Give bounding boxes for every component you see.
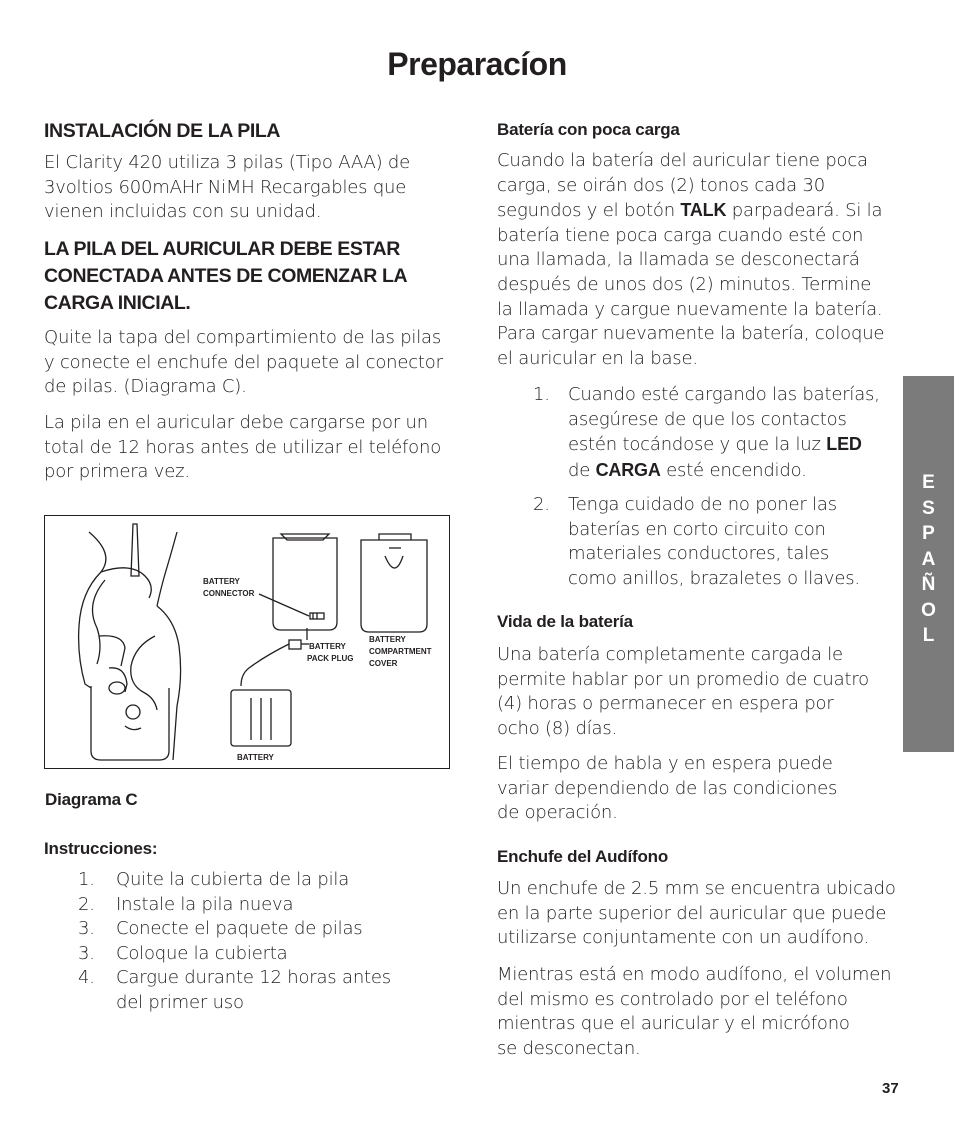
side-tab-letter: L bbox=[922, 625, 935, 646]
list-item bbox=[78, 868, 448, 893]
text-line: del mismo es controlado por el teléfono bbox=[497, 988, 848, 1010]
text-line: baterías en corto circuito con bbox=[568, 518, 826, 540]
carga-label: CARGA bbox=[595, 459, 661, 480]
charging-tip-2 bbox=[533, 493, 903, 591]
diagram-c-illustration bbox=[44, 515, 450, 769]
text-line: después de unos dos (2) minutos. Termine bbox=[497, 273, 872, 295]
text-span: de bbox=[568, 459, 596, 481]
text-line: permite hablar por un promedio de cuatro bbox=[497, 668, 869, 690]
text-line bbox=[568, 458, 903, 484]
list-item bbox=[78, 966, 448, 1015]
heading-line: CARGA INICIAL. bbox=[44, 292, 191, 314]
heading-instructions: Instrucciones: bbox=[44, 839, 158, 858]
text-line: de pilas. (Diagrama C). bbox=[44, 376, 247, 398]
text-span: esté encendido. bbox=[660, 459, 807, 481]
label-compartment-cover-2: COMPARTMENT bbox=[369, 647, 432, 656]
text-line: variar dependiendo de las condiciones bbox=[497, 777, 838, 799]
text-line: batería tiene poca carga cuando esté con bbox=[497, 224, 864, 246]
text-line bbox=[497, 198, 907, 224]
text-line: en la parte superior del auricular que puede bbox=[497, 902, 887, 924]
text-line: ocho (8) días. bbox=[497, 717, 618, 739]
compartment-cover-shape bbox=[361, 540, 427, 632]
phone-rear-panel bbox=[273, 538, 337, 630]
list-item bbox=[78, 893, 448, 918]
talk-button-label: TALK bbox=[680, 200, 727, 221]
text-line: El Clarity 420 utiliza 3 pilas (Tipo AAA) de bbox=[44, 152, 411, 173]
side-tab-letter: Ñ bbox=[921, 574, 936, 595]
list-text: del primer uso bbox=[116, 991, 244, 1013]
list-item bbox=[78, 942, 448, 967]
text-span: parpadeará. Si la bbox=[726, 200, 883, 222]
list-number: 3. bbox=[78, 918, 95, 940]
text-line: y conecte el enchufe del paquete al conector bbox=[44, 351, 443, 373]
text-line: el auricular en la base. bbox=[497, 347, 698, 369]
text-line: una llamada, la llamada se desconectará bbox=[497, 249, 860, 271]
side-tab-letter: P bbox=[922, 523, 935, 544]
label-battery: BATTERY bbox=[237, 753, 274, 762]
paragraph-charge-time bbox=[44, 411, 441, 485]
text-span: estén tocándose y que la luz bbox=[568, 434, 827, 456]
heading-low-battery: Batería con poca carga bbox=[497, 120, 680, 139]
paragraph-low-battery bbox=[497, 149, 907, 371]
page-title: Preparacíon bbox=[387, 46, 567, 82]
heading-battery-life: Vida de la batería bbox=[497, 612, 633, 631]
list-text: Cargue durante 12 horas antes bbox=[116, 967, 391, 989]
text-line: materiales conductores, tales bbox=[568, 543, 830, 565]
paragraph-battery-spec bbox=[44, 151, 410, 225]
list-text: Coloque la cubierta bbox=[116, 942, 288, 964]
text-line: Cuando esté cargando las baterías, bbox=[568, 384, 880, 405]
text-line: Cuando la batería del auricular tiene poca bbox=[497, 150, 868, 171]
list-text: Quite la cubierta de la pila bbox=[116, 869, 350, 890]
paragraph-hearing-mode bbox=[497, 963, 907, 1061]
list-item bbox=[78, 917, 448, 942]
side-tab-letters bbox=[903, 470, 954, 649]
text-line: mientras que el auricular y el micrófono bbox=[497, 1013, 850, 1035]
text-span: segundos y el botón bbox=[497, 200, 681, 222]
text-line: El tiempo de habla y en espera puede bbox=[497, 753, 833, 774]
text-line: por primera vez. bbox=[44, 461, 190, 483]
diagram-caption: Diagrama C bbox=[45, 790, 138, 809]
label-battery-pack-plug-1: BATTERY bbox=[309, 642, 346, 651]
text-line: Quite la tapa del compartimiento de las pilas bbox=[44, 327, 442, 348]
page-number: 37 bbox=[882, 1080, 899, 1097]
text-line: Un enchufe de 2.5 mm se encuentra ubicado bbox=[497, 878, 896, 899]
text-line: vienen incluidas con su unidad. bbox=[44, 201, 322, 223]
label-compartment-cover-3: COVER bbox=[369, 659, 398, 668]
text-line: Tenga cuidado de no poner las bbox=[568, 494, 837, 515]
list-text: Instale la pila nueva bbox=[116, 893, 294, 915]
text-line: (4) horas o permanecer en espera por bbox=[497, 693, 834, 715]
heading-hearing-aid-jack: Enchufe del Audífono bbox=[497, 847, 669, 866]
text-line: Una batería completamente cargada le bbox=[497, 644, 843, 665]
text-line: de operación. bbox=[497, 802, 618, 824]
side-tab-letter: E bbox=[922, 472, 935, 493]
text-line: se desconectan. bbox=[497, 1037, 641, 1059]
list-number: 3. bbox=[78, 942, 95, 964]
label-battery-pack-plug-2: PACK PLUG bbox=[307, 654, 354, 663]
list-number: 1. bbox=[533, 384, 550, 405]
text-line: total de 12 horas antes de utilizar el teléfono bbox=[44, 436, 442, 458]
text-line: La pila en el auricular debe cargarse por un bbox=[44, 412, 428, 433]
paragraph-talk-standby bbox=[497, 752, 907, 826]
list-number: 2. bbox=[533, 494, 550, 515]
language-side-tab bbox=[903, 376, 954, 752]
list-number: 2. bbox=[78, 893, 95, 915]
heading-battery-installation: INSTALACIÓN DE LA PILA bbox=[44, 120, 281, 142]
side-tab-letter: A bbox=[921, 548, 936, 570]
side-tab-letter: O bbox=[921, 599, 936, 621]
text-line: la llamada y cargue nuevamente la batería. bbox=[497, 298, 883, 320]
label-compartment-cover-1: BATTERY bbox=[369, 635, 406, 644]
heading-warning bbox=[44, 236, 407, 317]
list-text: Conecte el paquete de pilas bbox=[116, 918, 363, 940]
handset-battery-drawing bbox=[45, 516, 449, 768]
text-line: Mientras está en modo audífono, el volumen bbox=[497, 964, 892, 985]
instructions-list bbox=[78, 868, 448, 1016]
label-battery-connector-1: BATTERY bbox=[203, 577, 240, 586]
charging-tip-1 bbox=[533, 383, 903, 483]
paragraph-hearing-jack bbox=[497, 877, 907, 951]
list-number: 1. bbox=[78, 869, 95, 890]
led-label: LED bbox=[826, 434, 862, 455]
label-battery-connector-2: CONNECTOR bbox=[203, 589, 255, 598]
text-line: utilizarse conjuntamente con un audífono. bbox=[497, 927, 870, 949]
handset-body-shape bbox=[91, 686, 169, 760]
side-tab-letter: S bbox=[922, 497, 935, 519]
text-line: carga, se oirán dos (2) tonos cada 30 bbox=[497, 174, 825, 196]
heading-line: CONECTADA ANTES DE COMENZAR LA bbox=[44, 265, 408, 287]
text-line: 3voltios 600mAHr NiMH Recargables que bbox=[44, 176, 407, 198]
text-line: Para cargar nuevamente la batería, coloque bbox=[497, 323, 885, 345]
text-line: asegúrese de que los contactos bbox=[568, 408, 847, 430]
list-number: 4. bbox=[78, 967, 95, 989]
text-line bbox=[568, 432, 903, 458]
battery-pack-plug-shape bbox=[289, 640, 301, 649]
paragraph-remove-cover bbox=[44, 326, 443, 400]
paragraph-battery-life bbox=[497, 643, 907, 741]
heading-line: LA PILA DEL AURICULAR DEBE ESTAR bbox=[44, 238, 400, 260]
text-line: como anillos, brazaletes o llaves. bbox=[568, 567, 860, 589]
